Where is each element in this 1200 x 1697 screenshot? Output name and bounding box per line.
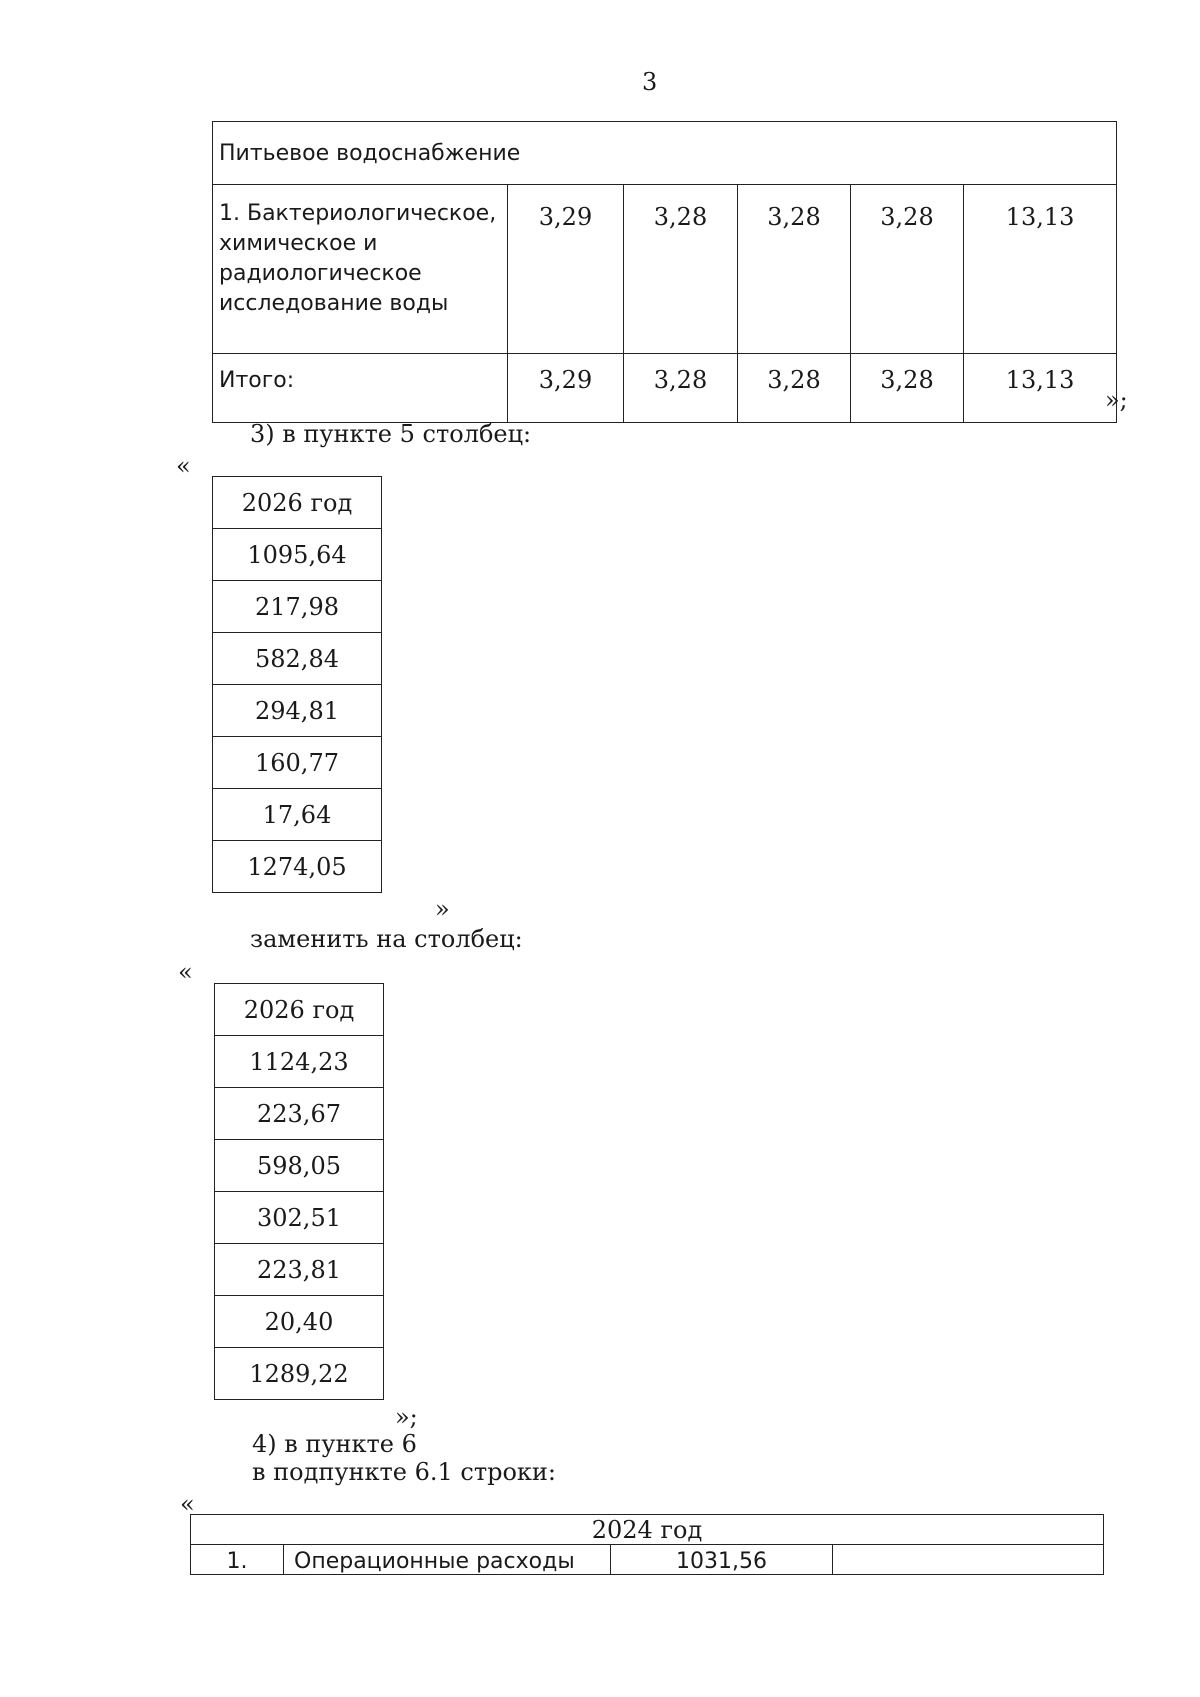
table-row [213, 185, 1117, 354]
column-header: 2026 год [213, 477, 382, 529]
column-header: 2026 год [215, 984, 384, 1036]
table-cell: 3,28 [851, 354, 964, 423]
opening-quote: « [176, 452, 191, 480]
drinking-water-table [212, 121, 1117, 423]
table-cell: 17,64 [213, 789, 382, 841]
table-cell: 598,05 [215, 1140, 384, 1192]
table-cell: 160,77 [213, 737, 382, 789]
table-cell: 13,13 [964, 185, 1117, 354]
closing-quote: »; [1105, 386, 1128, 414]
old-column-table [212, 476, 382, 893]
table-cell: 3,28 [624, 354, 738, 423]
table-cell: 582,84 [213, 633, 382, 685]
closing-quote: »; [395, 1403, 418, 1431]
table-cell: 1124,23 [215, 1036, 384, 1088]
table-cell: 302,51 [215, 1192, 384, 1244]
table-cell: 1095,64 [213, 529, 382, 581]
replace-text: заменить на столбец: [250, 925, 523, 953]
table-cell: 3,28 [624, 185, 738, 354]
row-label: Итого: [213, 354, 508, 423]
table-cell: 3,28 [738, 354, 851, 423]
row-number: 1. [191, 1545, 284, 1575]
table-cell: 3,29 [508, 185, 624, 354]
table-cell: 217,98 [213, 581, 382, 633]
table-cell: 223,67 [215, 1088, 384, 1140]
table-row [191, 1545, 1104, 1575]
table-cell: 3,29 [508, 354, 624, 423]
row-label: 1. Бактериологическое, химическое и радиологическое исследование воды [213, 185, 508, 354]
year-header: 2024 год [191, 1515, 1104, 1545]
opening-quote: « [178, 958, 193, 986]
table-cell: 1274,05 [213, 841, 382, 893]
table-cell: 13,13 [964, 354, 1117, 423]
item-4-subtext: в подпункте 6.1 строки: [252, 1458, 556, 1486]
table-cell: 294,81 [213, 685, 382, 737]
row-name: Операционные расходы [284, 1545, 611, 1575]
opening-quote: « [180, 1490, 195, 1518]
table-cell: 223,81 [215, 1244, 384, 1296]
operational-costs-table [190, 1514, 1104, 1575]
table-cell: 3,28 [851, 185, 964, 354]
table-cell: 20,40 [215, 1296, 384, 1348]
new-column-table [214, 983, 384, 1400]
table-cell [833, 1545, 1104, 1575]
table-cell: 3,28 [738, 185, 851, 354]
table-row [213, 354, 1117, 423]
table-cell: 1289,22 [215, 1348, 384, 1400]
row-value: 1031,56 [611, 1545, 833, 1575]
item-4-text: 4) в пункте 6 [252, 1430, 417, 1458]
closing-quote: » [435, 895, 450, 923]
page-number: 3 [642, 68, 658, 96]
item-3-text: 3) в пункте 5 столбец: [250, 420, 532, 448]
table-header: Питьевое водоснабжение [213, 122, 1117, 185]
